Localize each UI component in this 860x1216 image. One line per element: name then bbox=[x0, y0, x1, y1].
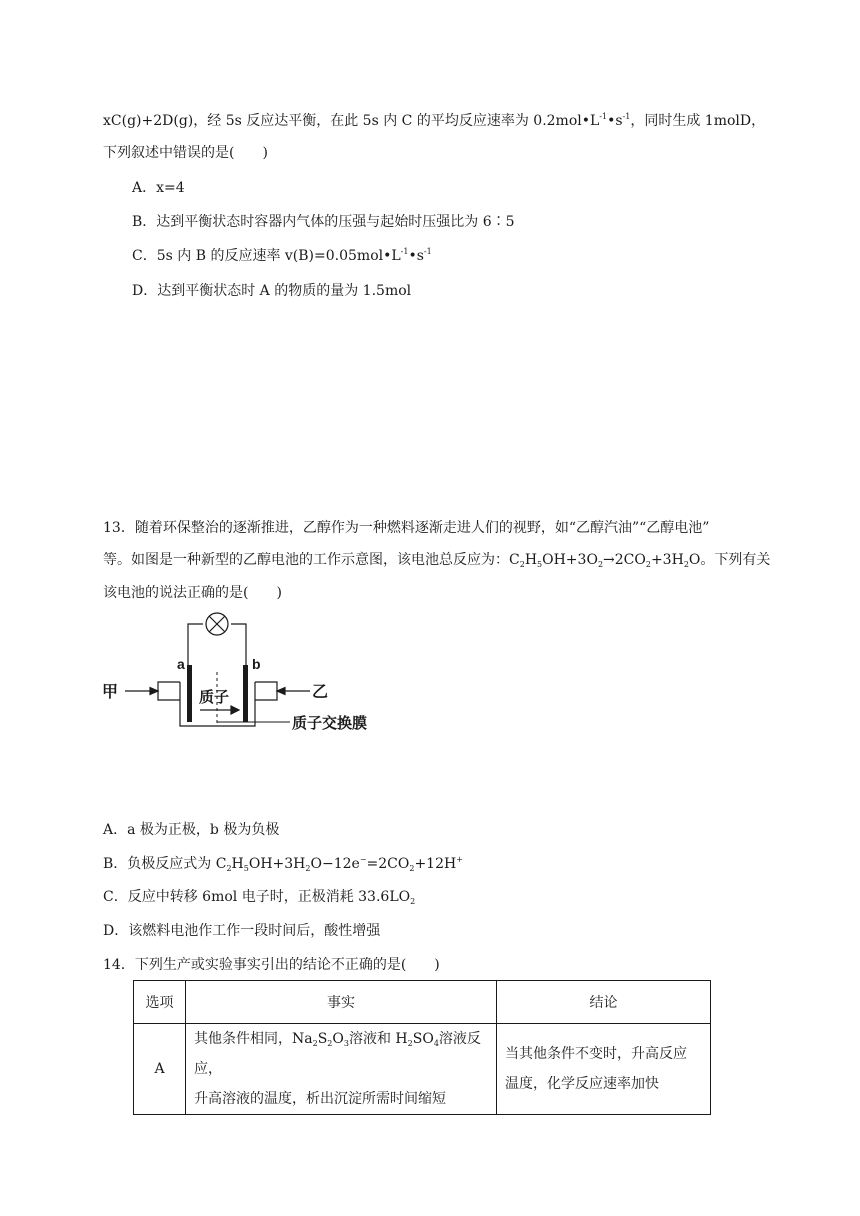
label-jia: 甲 bbox=[102, 682, 119, 701]
q12-option-b: B．达到平衡状态时容器内气体的压强与起始时压强比为 6∶5 bbox=[132, 214, 515, 230]
q13-line2: 等。如图是一种新型的乙醇电池的工作示意图，该电池总反应为：$C_2H_5OH+3O_2\to 2CO_2+3H_2O$。下列有关 bbox=[103, 552, 771, 569]
label-membrane: 质子交换膜 bbox=[292, 714, 368, 732]
label-zhizi: 质子 bbox=[199, 688, 230, 706]
q14-table bbox=[133, 980, 711, 1115]
q12-option-a: A．x=4 bbox=[132, 180, 185, 196]
electrode-b bbox=[243, 665, 248, 722]
q13-option-d: D．该燃料电池作工作一段时间后，酸性增强 bbox=[103, 923, 381, 939]
electrode-a bbox=[187, 665, 192, 722]
row-a-option: A bbox=[134, 1024, 186, 1115]
q12-line2: 下列叙述中错误的是( ) bbox=[103, 145, 268, 161]
q13-option-c: C．反应中转移 6mol 电子时，正极消耗 $33.6LO_2$ bbox=[103, 889, 416, 906]
q12-option-d: D．达到平衡状态时 A 的物质的量为 1.5mol bbox=[132, 283, 412, 299]
q12-option-c: C．5s 内 B 的反应速率 $v(B)=0.05mol•L^{-1}•s^{-1}$ bbox=[132, 247, 432, 264]
q12-line1: xC(g)+2D(g)，经 5s 反应达平衡，在此 5s 内 C 的平均反应速率为 $0.2mol•L^{-1}•s^{-1}$，同时生成 1molD， bbox=[103, 112, 766, 129]
lamp-icon bbox=[206, 613, 228, 635]
label-yi: 乙 bbox=[312, 682, 329, 701]
inlet-arrow-yi-icon bbox=[277, 688, 310, 695]
battery-diagram bbox=[100, 610, 400, 745]
header-fact: 事实 bbox=[186, 981, 497, 1024]
q13-line3: 该电池的说法正确的是( ) bbox=[103, 585, 282, 601]
label-b: b bbox=[252, 656, 261, 672]
row-a-conclusion: 当其他条件不变时，升高反应 温度，化学反应速率加快 bbox=[497, 1024, 711, 1115]
table-header-row bbox=[134, 981, 711, 1024]
header-conclusion: 结论 bbox=[497, 981, 711, 1024]
header-option: 选项 bbox=[134, 981, 186, 1024]
proton-arrow-icon bbox=[200, 706, 239, 714]
q14-stem: 14．下列生产或实验事实引出的结论不正确的是( ) bbox=[103, 957, 440, 973]
q13-option-a: A．a 极为正极，b 极为负极 bbox=[103, 822, 280, 838]
table-row bbox=[134, 1024, 711, 1115]
row-a-fact: 其他条件相同，$Na_2S_2O_3$溶液和 $H_2SO_4$溶液反应， 升高溶液的温度，析出沉淀所需时间缩短 bbox=[186, 1024, 497, 1115]
q13-line1: 13．随着环保整治的逐渐推进，乙醇作为一种燃料逐渐走进人们的视野，如“乙醇汽油”“乙醇电池” bbox=[103, 520, 710, 536]
inlet-arrow-jia-icon bbox=[125, 688, 158, 695]
external-circuit bbox=[188, 624, 246, 665]
q13-option-b: B．负极反应式为 $C_2H_5OH+3H_2O-12e^-=2CO_2+12H^+$ bbox=[103, 855, 463, 873]
label-a: a bbox=[177, 656, 185, 672]
